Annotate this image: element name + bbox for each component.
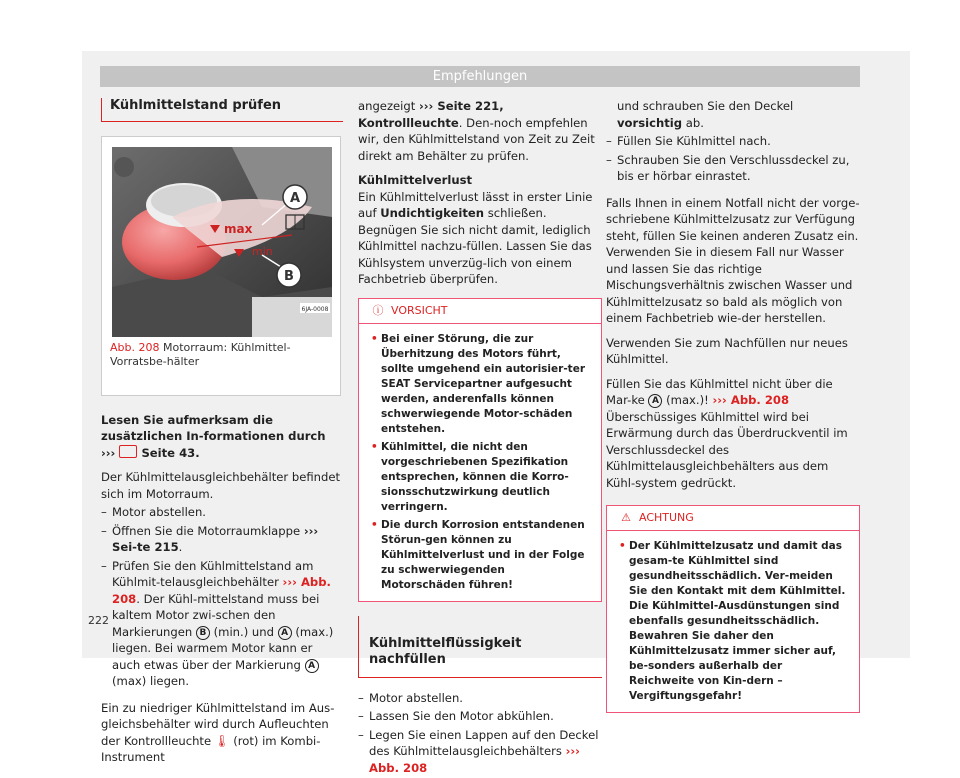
- figure-208: [101, 136, 341, 396]
- page-header: Empfehlungen: [100, 66, 860, 87]
- arrow-icon: ›››: [101, 445, 116, 460]
- svg-text:max: max: [224, 221, 253, 236]
- step-2: – Lassen Sie den Motor abkühlen.: [358, 708, 602, 725]
- paragraph: angezeigt ››› Seite 221, Kontrollleuchte. Den-noch empfehlen wir, den Kühlmittelstand von Zeit zu Zeit direkt am Behälter zu prüfen.: [358, 99, 595, 163]
- step-3: – Legen Sie einen Lappen auf den Deckel des Kühlmittelausgleichbehälters ››› Abb. 208: [358, 727, 602, 777]
- section-title-nachfuellen: Kühlmittelflüssigkeit nachfüllen: [358, 616, 602, 678]
- arrow-icon: ›››: [303, 523, 319, 538]
- achtung-box: [606, 505, 860, 713]
- page-number: 222: [88, 614, 109, 627]
- figure-link[interactable]: ››› Abb. 208: [712, 393, 790, 407]
- step-1: – Motor abstellen.: [358, 690, 602, 707]
- step-1: – Motor abstellen.: [101, 504, 343, 521]
- figure-number: Abb. 208: [110, 340, 160, 354]
- vorsicht-item: • Kühlmittel, die nicht den vorgeschriebenen Spezifikation entsprechen, können die Korro-sionsschutzwirkung deutlich verringern.: [371, 440, 591, 515]
- warning-icon: ⚠: [621, 511, 631, 524]
- step-close: – Schrauben Sie den Verschlussdeckel zu, bis er hörbar einrastet.: [606, 152, 860, 185]
- engine-bay-photo: [112, 147, 332, 337]
- achtung-item: • Der Kühlmittelzusatz und damit das gesam-te Kühlmittel sind gesundheitsschädlich. Ver-meiden Sie den Kontakt mit dem Kühlmittel. Die Kühlmittel-Ausdünstungen sind ebenfalls gesundheitsschädlich. Bewahren Sie daher den Kühlmittelzusatz immer sicher auf, be-sonders außerhalb der Reichweite von Kin-dern – Vergiftungsgefahr!: [619, 539, 849, 704]
- marker-b-badge: B: [196, 626, 210, 640]
- column-3: [606, 98, 860, 713]
- paragraph: Füllen Sie das Kühlmittel nicht über die Mar-ke A (max.)! ››› Abb. 208 Überschüssiges Kühlmittel wird bei Erwärmung durch das Überdruckventil im Verschlussdeckel des Kühlmittelausgleichbehälters aus dem Kühl-system gedrückt.: [606, 376, 848, 490]
- figure-caption: [110, 341, 335, 369]
- column-1: [101, 98, 343, 766]
- marker-a-badge: A: [648, 394, 662, 408]
- achtung-header: ⚠ ACHTUNG: [607, 506, 859, 531]
- paragraph: Verwenden Sie zum Nachfüllen nur neues Kühlmittel.: [606, 335, 848, 366]
- vorsicht-box: [358, 298, 602, 602]
- svg-text:min: min: [252, 244, 273, 258]
- vorsicht-header: ⓘ VORSICHT: [359, 299, 601, 324]
- svg-text:A: A: [289, 190, 301, 206]
- paragraph: Der Kühlmittelausgleichbehälter befindet sich im Motorraum.: [101, 470, 341, 501]
- step-3: – Prüfen Sie den Kühlmittelstand am Kühlmit-telausgleichbehälter ››› Abb. 208. Der Kühl-mittelstand muss bei kaltem Motor zwi-schen den Markierungen B (min.) und A (max.) liegen. Bei warmem Motor kann er auch etwas über der Markierung A (max) liegen.: [101, 558, 343, 690]
- marker-a-badge: A: [278, 626, 292, 640]
- coolant-warning-icon: 🌡: [214, 733, 230, 748]
- figure-caption-text: Motorraum: Kühlmittel-Vorratsbe-hälter: [110, 340, 291, 368]
- info-icon: ⓘ: [372, 303, 384, 317]
- paragraph: Falls Ihnen in einem Notfall nicht der vorge-schriebene Kühlmittelzusatz zur Verfügung steht, füllen Sie keinen anderen Zusatz ein. Verwenden Sie in diesem Fall nur Wasser und lassen Sie das richtige Mischungsverhältnis zwischen Wasser und Kühlmittelzusatz so bald als möglich von einem Fachbetrieb wie-der herstellen.: [606, 195, 860, 325]
- step-2: – Öffnen Sie die Motorraumklappe ››› Sei-te 215.: [101, 523, 343, 556]
- svg-text:B: B: [284, 268, 294, 284]
- paragraph: Ein zu niedriger Kühlmittelstand im Aus-gleichsbehälter wird durch Aufleuchten der Kontrollleuchte 🌡 (rot) im Kombi-Instrument: [101, 700, 335, 764]
- column-2: [358, 98, 602, 778]
- figure-link[interactable]: ››› Abb. 208: [112, 575, 331, 606]
- paragraph: Ein Kühlmittelverlust lässt in erster Linie auf Undichtigkeiten schließen. Begnügen Sie sich nicht damit, lediglich Kühlmittel nachzu-füllen. Lassen Sie das Kühlsystem unverzüg-lich von einem Fachbetrieb überprüfen.: [358, 189, 593, 286]
- intro-note: Lesen Sie aufmerksam die zusätzlichen In-formationen durch ››› Seite 43.: [101, 412, 326, 460]
- book-icon: [119, 445, 137, 458]
- section-title-kuehlmittelstand: Kühlmittelstand prüfen: [101, 98, 343, 122]
- marker-a-badge: A: [305, 659, 319, 673]
- subheading: Kühlmittelverlust: [358, 173, 473, 187]
- vorsicht-item: • Die durch Korrosion entstandenen Störun-gen können zu Kühlmittelverlust und in der Folge zu schwerwiegenden Motorschäden führen!: [371, 518, 591, 593]
- figure-link[interactable]: ››› Abb. 208: [369, 744, 580, 775]
- step-fill: – Füllen Sie Kühlmittel nach.: [606, 133, 860, 150]
- step-continuation: und schrauben Sie den Deckel vorsichtig ab.: [617, 99, 794, 130]
- vorsicht-item: • Bei einer Störung, die zur Überhitzung des Motors führt, sollte umgehend ein autorisier-ter SEAT Servicepartner aufgesucht werden, anderenfalls können schwerwiegende Motor-schäden entstehen.: [371, 332, 591, 437]
- svg-text:6JA-0008: 6JA-0008: [301, 305, 329, 313]
- page-link[interactable]: ››› Seite 221, Kontrollleuchte: [358, 99, 504, 130]
